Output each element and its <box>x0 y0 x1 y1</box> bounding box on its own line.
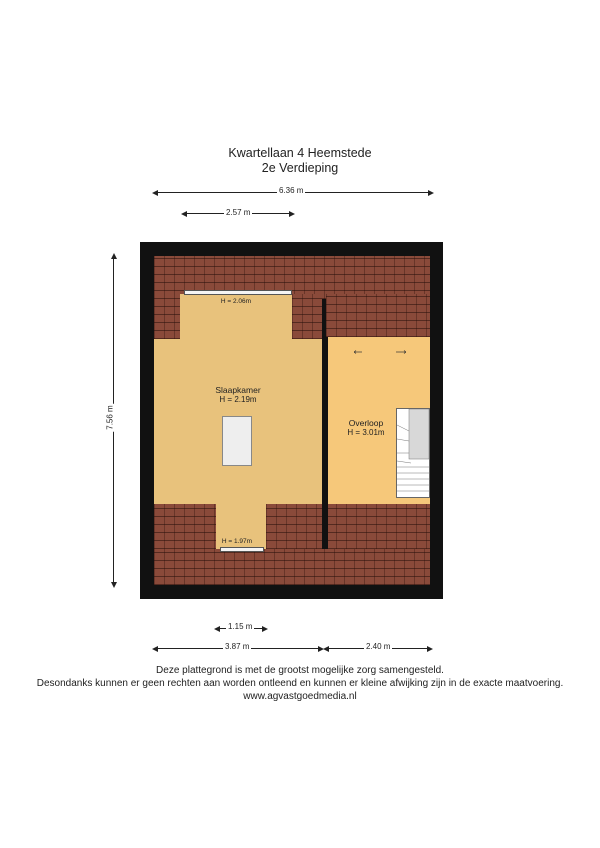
dimension-bottom-left-label: 3.87 m <box>225 642 250 651</box>
dimension-bottom-small-label: 1.15 m <box>228 622 253 631</box>
window-top <box>184 290 292 295</box>
roof-left-upper <box>154 294 180 339</box>
dormer-bottom-height: H = 1.97m <box>221 538 253 545</box>
arrow-marks-drawing <box>354 350 406 354</box>
roof-bottom-middle <box>266 504 322 549</box>
overloop-label <box>330 418 402 438</box>
window-bottom <box>220 547 264 552</box>
dimension-bottom-right-label: 2.40 m <box>366 642 391 651</box>
overloop-name: Overloop <box>348 418 384 428</box>
footer-website: www.agvastgoedmedia.nl <box>243 691 357 702</box>
slaapkamer-name: Slaapkamer <box>215 385 261 395</box>
floor-title: 2e Verdieping <box>261 161 339 175</box>
overloop-arrow-marks <box>354 341 406 345</box>
roof-dormer-right <box>292 294 322 339</box>
floor-plan <box>140 242 443 599</box>
slaapkamer-label <box>198 385 278 405</box>
roof-bottom <box>154 549 430 585</box>
roof-right-upper <box>326 294 430 337</box>
footer-disclaimer-1: Deze plattegrond is met de grootst mogelijke zorg samengesteld. <box>156 665 444 676</box>
footer-disclaimer-2: Desondanks kunnen er geen rechten aan worden ontleend en kunnen er kleine afwijking zijn in de exacte maatvoering. <box>36 678 564 689</box>
dimension-top-partial-label: 2.57 m <box>226 208 251 217</box>
overloop-height: H = 3.01m <box>347 428 385 437</box>
dimension-left-height-label: 7.56 m <box>105 405 115 430</box>
address-title: Kwartellaan 4 Heemstede <box>228 146 372 160</box>
divider-wall <box>322 337 328 549</box>
dimension-top-total-label: 6.36 m <box>279 186 304 195</box>
dormer-top-height: H = 2.06m <box>220 298 252 305</box>
slaapkamer-height: H = 2.19m <box>219 395 257 404</box>
skylight <box>222 416 252 466</box>
roof-bottom-right <box>326 504 430 549</box>
roof-bottom-left <box>154 504 216 549</box>
